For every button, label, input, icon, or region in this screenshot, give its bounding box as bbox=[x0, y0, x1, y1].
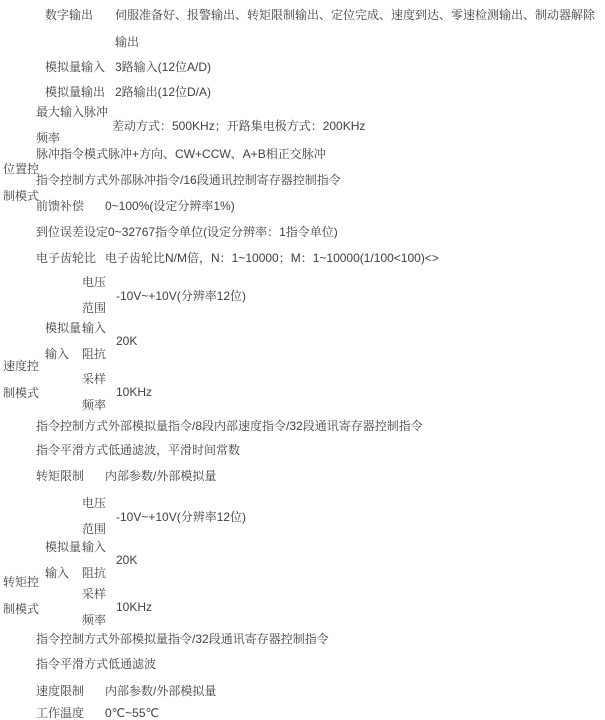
row-label: 电压范围 bbox=[82, 496, 107, 536]
row-label: 前馈补偿 bbox=[36, 199, 85, 213]
row-label: 输入阻抗 bbox=[82, 321, 107, 361]
row-label: 指令控制方式 bbox=[36, 632, 109, 646]
row-value: 2路输出(12位D/A) bbox=[115, 85, 212, 99]
row-label: 电子齿轮比 bbox=[36, 251, 97, 265]
row-value: 内部参数/外部模拟量 bbox=[105, 469, 217, 483]
row-value: 低通滤波 bbox=[108, 657, 157, 671]
row-value: 0~100%(设定分辨率1%) bbox=[105, 199, 235, 213]
spec-row-command-smoothing-torque bbox=[36, 657, 156, 671]
spec-row-command-control-speed bbox=[36, 419, 423, 433]
row-value: 10KHz bbox=[116, 600, 153, 614]
row-label: 数字输出 bbox=[45, 8, 94, 22]
row-label: 指令平滑方式 bbox=[36, 443, 109, 457]
row-value: 差动方式：500KHz；开路集电极方式：200KHz bbox=[112, 118, 366, 133]
row-label: 转矩限制 bbox=[36, 469, 85, 483]
row-label: 工作温度 bbox=[36, 706, 85, 720]
spec-row-torque-input-impedance bbox=[82, 534, 137, 586]
row-value: 3路输入(12位A/D) bbox=[115, 60, 212, 74]
spec-row-digital-output bbox=[45, 8, 115, 22]
spec-row-feedforward bbox=[36, 199, 235, 213]
row-value: 低通滤波，平滑时间常数 bbox=[108, 443, 241, 457]
row-label: 电压范围 bbox=[82, 275, 107, 315]
row-label: 速度限制 bbox=[36, 684, 85, 698]
spec-row-analog-output-count bbox=[45, 85, 211, 99]
row-label: 输入阻抗 bbox=[82, 540, 107, 580]
row-label: 采样频率 bbox=[82, 372, 107, 412]
spec-row-torque-limit bbox=[36, 469, 216, 483]
spec-row-speed-sampling-freq bbox=[82, 366, 152, 418]
row-value: -10V~+10V(分辨率12位) bbox=[116, 509, 247, 524]
spec-row-command-control-position bbox=[36, 173, 341, 187]
row-value-digital-output: 伺服准备好、报警输出、转矩限制输出、定位完成、速度到达、零速检测输出、制动器解除输出 bbox=[115, 8, 596, 49]
spec-row-speed-input-impedance bbox=[82, 315, 137, 367]
row-value: 电子齿轮比N/M倍，N：1~10000；M：1~10000(1/100<100)<> bbox=[105, 251, 439, 265]
row-value: 外部模拟量指令/32段通讯寄存器控制指令 bbox=[108, 632, 329, 646]
row-label: 最大输入脉冲频率 bbox=[36, 105, 109, 145]
row-label: 到位误差设定 bbox=[36, 225, 109, 239]
spec-row-torque-sampling-freq bbox=[82, 581, 152, 633]
row-label: 脉冲指令模式 bbox=[36, 147, 109, 161]
spec-row-analog-input-count bbox=[45, 60, 211, 74]
spec-row-pulse-command-mode bbox=[36, 147, 326, 161]
spec-row-speed-limit bbox=[36, 684, 216, 698]
row-value: 10KHz bbox=[116, 385, 153, 399]
torque-analog-input-label: 模拟量输入 bbox=[45, 540, 82, 580]
row-value: 20K bbox=[116, 334, 138, 348]
spec-row-working-temp bbox=[36, 706, 159, 720]
mode-label-speed: 速度控制模式 bbox=[3, 359, 40, 400]
row-label: 模拟量输出 bbox=[45, 85, 106, 99]
row-value: 0~32767指令单位(设定分辨率：1指令单位) bbox=[108, 225, 338, 239]
row-value: 外部脉冲指令/16段通讯控制寄存器控制指令 bbox=[108, 173, 341, 187]
row-label: 采样频率 bbox=[82, 587, 107, 627]
row-value: 外部模拟量指令/8段内部速度指令/32段通讯寄存器控制指令 bbox=[108, 419, 423, 433]
row-label: 指令平滑方式 bbox=[36, 657, 109, 671]
spec-row-max-pulse-freq bbox=[36, 99, 365, 151]
row-label: 指令控制方式 bbox=[36, 419, 109, 433]
row-value: -10V~+10V(分辨率12位) bbox=[116, 288, 247, 303]
row-label: 模拟量输入 bbox=[45, 60, 106, 74]
row-value: 20K bbox=[116, 553, 138, 567]
speed-analog-input-label: 模拟量输入 bbox=[45, 321, 82, 361]
row-label: 指令控制方式 bbox=[36, 173, 109, 187]
spec-row-position-error bbox=[36, 225, 338, 239]
row-value: 内部参数/外部模拟量 bbox=[105, 684, 217, 698]
mode-label-position: 位置控制模式 bbox=[3, 162, 40, 203]
spec-row-command-smoothing-speed bbox=[36, 443, 240, 457]
spec-row-speed-voltage-range bbox=[82, 269, 246, 321]
mode-label-torque: 转矩控制模式 bbox=[3, 575, 40, 616]
row-value: 0℃~55℃ bbox=[105, 706, 159, 720]
spec-row-electronic-gear bbox=[36, 251, 439, 265]
row-value: 脉冲+方向、CW+CCW、A+B相正交脉冲 bbox=[108, 147, 326, 161]
spec-row-command-control-torque bbox=[36, 632, 329, 646]
